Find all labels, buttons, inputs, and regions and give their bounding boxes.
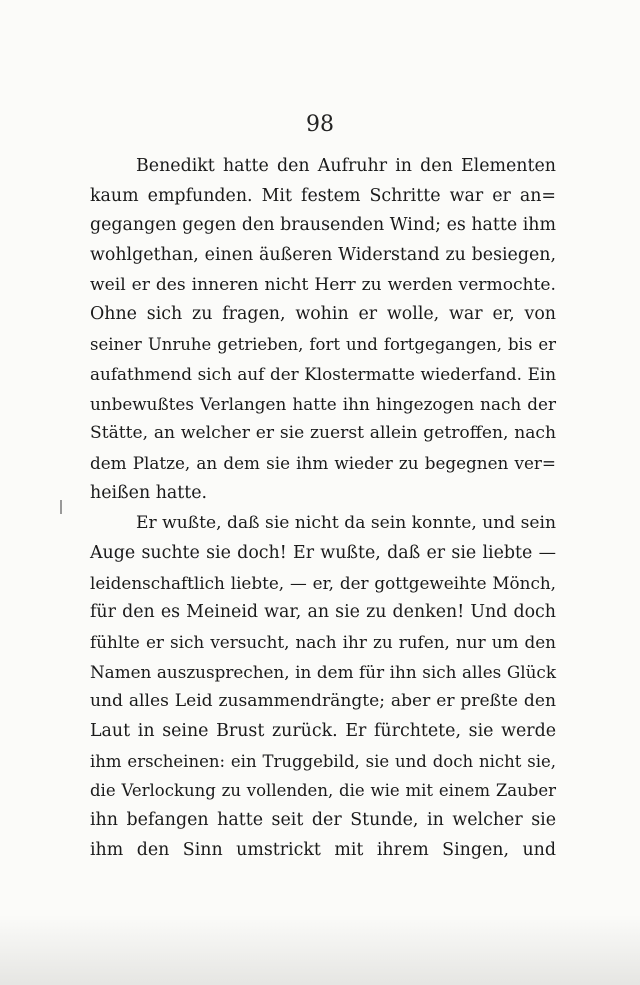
text-line: die Verlockung zu vollenden, die wie mit einem Zauber — [90, 781, 556, 801]
text-line: wohlgethan, einen äußeren Widerstand zu besiegen, — [90, 245, 556, 266]
text-line: fühlte er sich versucht, nach ihr zu rufen, nur um den — [90, 632, 556, 652]
text-line: heißen hatte. — [90, 482, 208, 503]
margin-mark — [60, 500, 62, 514]
text-line: seiner Unruhe getrieben, fort und fortgegangen, bis er — [90, 335, 556, 355]
text-line: kaum empfunden. Mit festem Schritte war er an= — [90, 185, 556, 206]
text-line: Laut in seine Brust zurück. Er fürchtete, sie werde — [90, 721, 556, 742]
text-line: ihm den Sinn umstrickt mit ihrem Singen, und — [90, 839, 556, 860]
text-line: unbewußtes Verlangen hatte ihn hingezogen nach der — [90, 393, 556, 414]
page-edge-shadow — [0, 915, 640, 985]
text-line: aufathmend sich auf der Klostermatte wiederfand. Ein — [90, 363, 556, 384]
text-line: für den es Meineid war, an sie zu denken! Und doch — [90, 602, 556, 623]
text-line: Benedikt hatte den Aufruhr in den Elementen — [136, 156, 556, 176]
text-line: ihm erscheinen: ein Truggebild, sie und doch nicht sie, — [90, 751, 556, 771]
body-text — [90, 152, 556, 866]
text-line: weil er des inneren nicht Herr zu werden vermochte. — [90, 274, 556, 295]
text-line: Ohne sich zu fragen, wohin er wolle, war er, von — [90, 304, 556, 325]
text-line: Auge suchte sie doch! Er wußte, daß er sie liebte — — [90, 542, 556, 563]
text-line: leidenschaftlich liebte, — er, der gottgeweihte Mönch, — [90, 572, 556, 593]
text-line: gegangen gegen den brausenden Wind; es hatte ihm — [90, 215, 556, 236]
text-line: Er wußte, daß sie nicht da sein konnte, und sein — [136, 513, 556, 534]
text-line: dem Platze, an dem sie ihm wieder zu begegnen ver= — [90, 452, 556, 473]
text-line: Stätte, an welcher er sie zuerst allein getroffen, nach — [90, 423, 556, 444]
page-number: 98 — [306, 112, 334, 137]
text-line: und alles Leid zusammendrängte; aber er preßte den — [90, 691, 556, 712]
text-line: Namen auszusprechen, in dem für ihn sich alles Glück — [90, 661, 556, 682]
text-line: ihn befangen hatte seit der Stunde, in welcher sie — [90, 810, 556, 831]
